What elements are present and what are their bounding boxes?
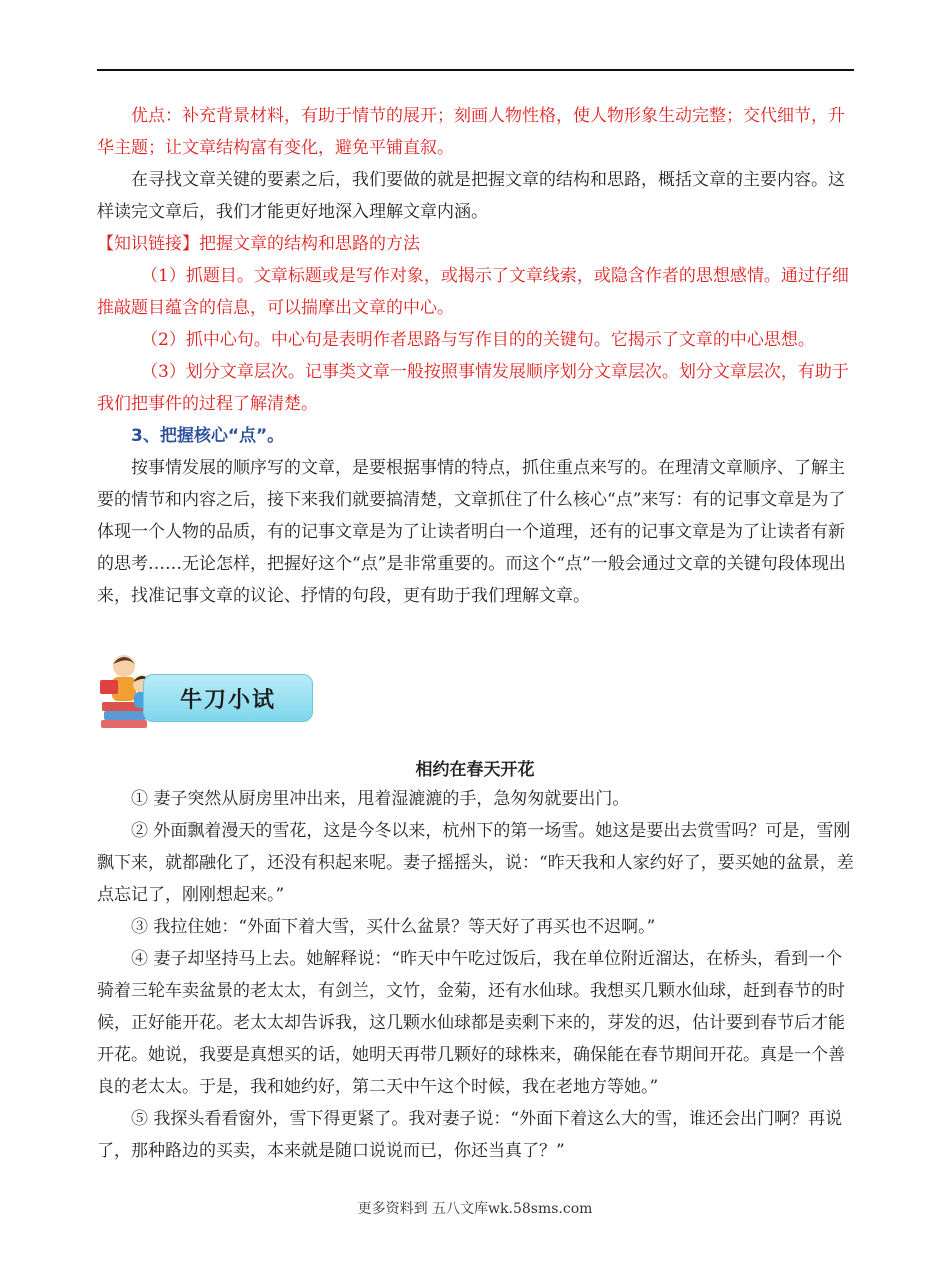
story-paragraph-5: ⑤ 我探头看看窗外，雪下得更紧了。我对妻子说：“外面下着这么大的雪，谁还会出门啊？再说了，那种路边的买卖，本来就是随口说说而已，你还当真了？”: [97, 1109, 843, 1161]
practice-banner-label: 牛刀小试: [143, 674, 313, 722]
advantages-text: 优点：补充背景材料，有助于情节的展开；刻画人物性格，使人物形象生动完整；交代细节，升华主题；让文章结构富有变化，避免平铺直叙。: [97, 106, 845, 158]
top-divider: [97, 69, 854, 71]
core-point-paragraph: 按事情发展的顺序写的文章，是要根据事情的特点，抓住重点来写的。在理清文章顺序、了解主要的情节和内容之后，接下来我们就要搞清楚，文章抓住了什么核心“点”来写：有的记事文章是为了体现一个人物的品质，有的记事文章是为了让读者明白一个道理，还有的记事文章是为了让读者有新的思考……无论怎样，把握好这个“点”是非常重要的。而这个“点”一般会通过文章的关键句段体现出来，找准记事文章的议论、抒情的句段，更有助于我们理解文章。: [97, 458, 846, 606]
intro-section: [97, 100, 857, 612]
story-paragraph-2: ② 外面飘着漫天的雪花，这是今冬以来，杭州下的第一场雪。她这是要出去赏雪吗？可是，雪刚飘下来，就都融化了，还没有积起来呢。妻子摇摇头，说：“昨天我和人家约好了，要买她的盆景，差点忘记了，刚刚想起来。”: [97, 821, 854, 905]
method-item-1: （1）抓题目。文章标题或是写作对象，或揭示了文章线索，或隐含作者的思想感情。通过仔细推敲题目蕴含的信息，可以揣摩出文章的中心。: [97, 266, 849, 318]
story-paragraph-4: ④ 妻子却坚持马上去。她解释说：“昨天中午吃过饭后，我在单位附近溜达，在桥头，看到一个骑着三轮车卖盆景的老太太，有剑兰，文竹，金菊，还有水仙球。我想买几颗水仙球，赶到春节的时候，正好能开花。老太太却告诉我，这几颗水仙球都是卖剩下来的，芽发的迟，估计要到春节后才能开花。她说，我要是真想买的话，她明天再带几颗好的球株来，确保能在春节期间开花。真是一个善良的老太太。于是，我和她约好，第二天中午这个时候，我在老地方等她。”: [97, 949, 845, 1097]
practice-banner: [98, 650, 318, 730]
story-paragraph-1: ① 妻子突然从厨房里冲出来，甩着湿漉漉的手，急匆匆就要出门。: [131, 789, 630, 809]
structure-paragraph: 在寻找文章关键的要素之后，我们要做的就是把握文章的结构和思路，概括文章的主要内容。这样读完文章后，我们才能更好地深入理解文章内涵。: [97, 170, 845, 222]
footer-source: 更多资料到 五八文库wk.58sms.com: [357, 1201, 593, 1217]
story-section: [97, 783, 857, 1167]
story-title: 相约在春天开花: [415, 760, 535, 780]
method-item-2: （2）抓中心句。中心句是表明作者思路与写作目的的关键句。它揭示了文章的中心思想。: [141, 330, 815, 350]
method-item-3: （3）划分文章层次。记事类文章一般按照事情发展顺序划分文章层次。划分文章层次，有助于我们把事件的过程了解清楚。: [97, 362, 849, 414]
story-paragraph-3: ③ 我拉住她：“外面下着大雪，买什么盆景？等天好了再买也不迟啊。”: [131, 917, 656, 937]
knowledge-link-heading: 【知识链接】把握文章的结构和思路的方法: [97, 234, 420, 254]
section-heading-3: 3、把握核心“点”。: [131, 426, 285, 446]
